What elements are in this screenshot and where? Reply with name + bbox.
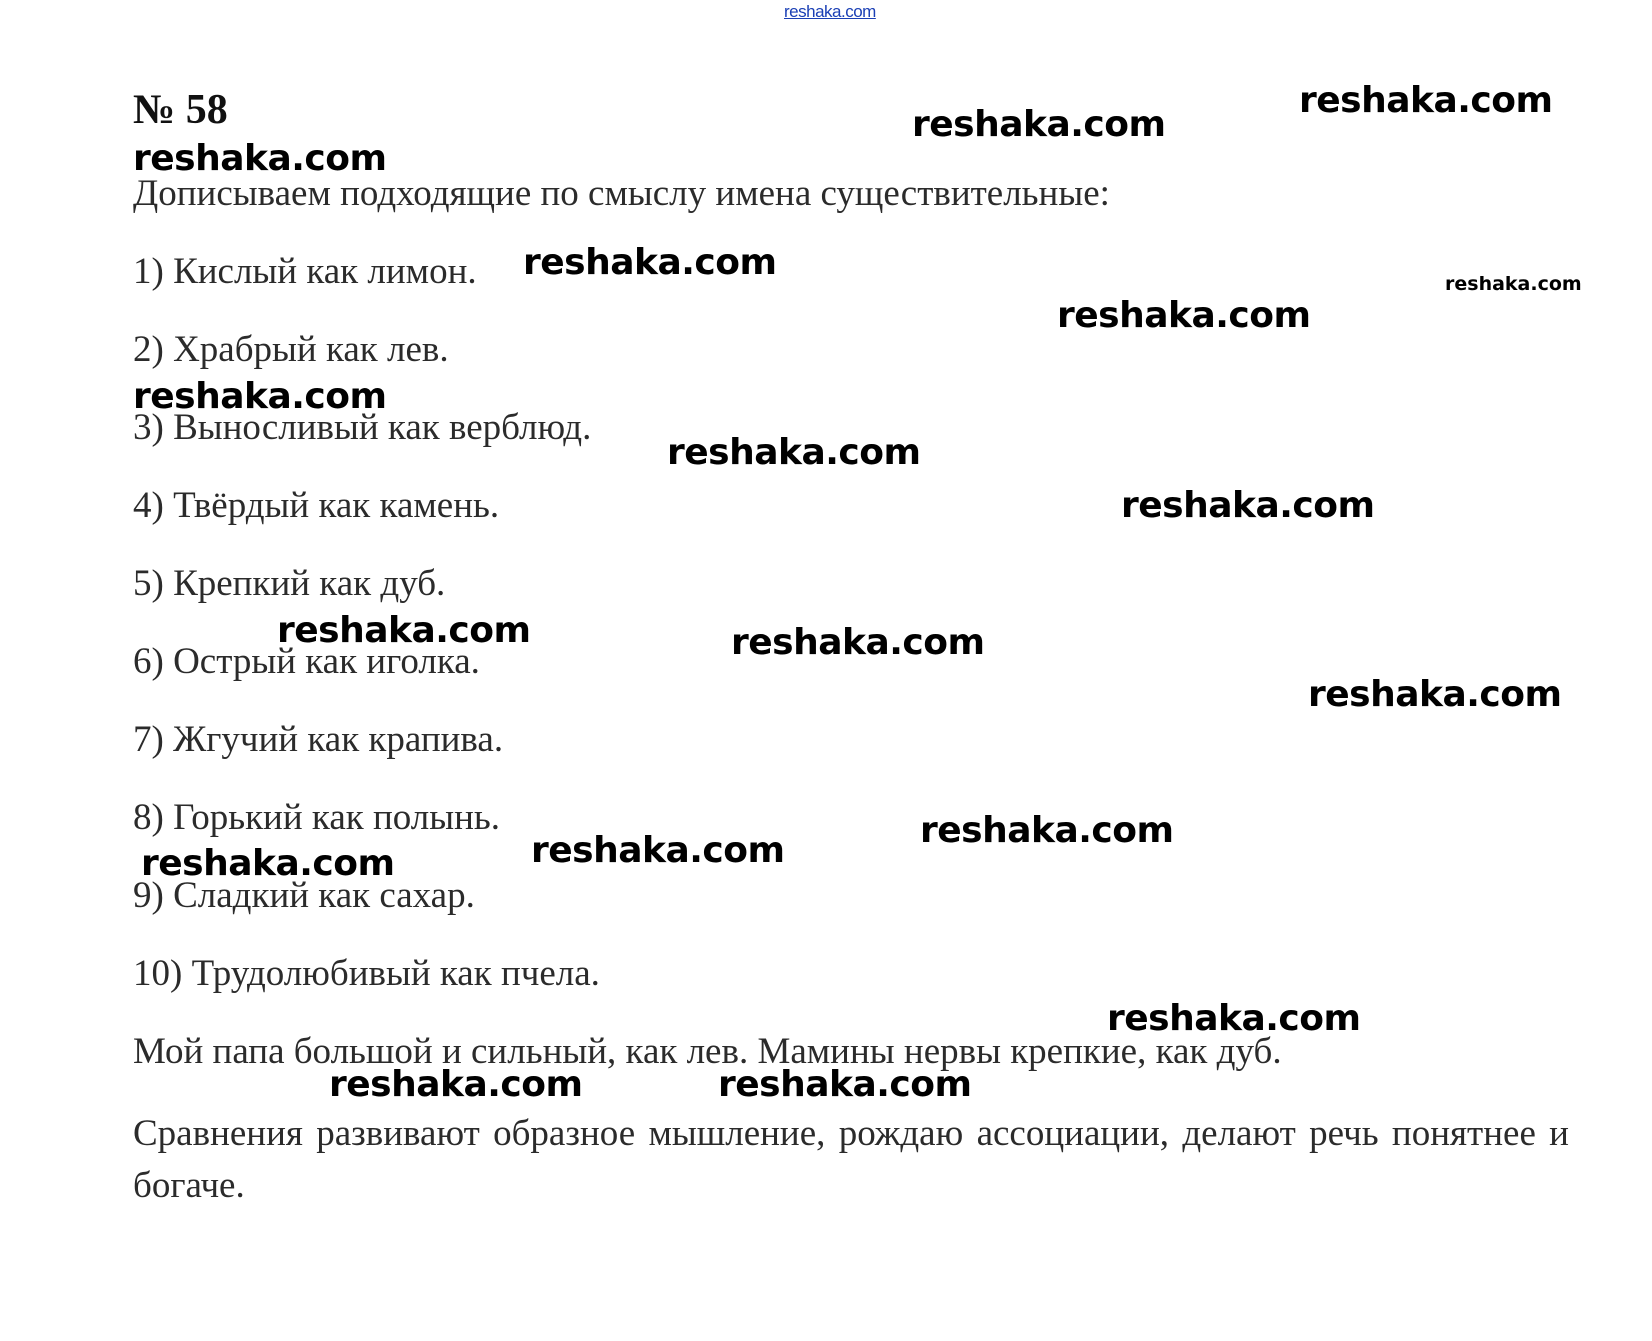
watermark: reshaka.com: [667, 432, 921, 473]
site-link[interactable]: reshaka.com: [784, 2, 876, 21]
watermark: reshaka.com: [329, 1064, 583, 1105]
answer-item-10: 10) Трудолюбивый как пчела.: [133, 953, 600, 994]
watermark: reshaka.com: [718, 1064, 972, 1105]
watermark: reshaka.com: [1121, 485, 1375, 526]
answer-item-1: 1) Кислый как лимон.: [133, 251, 477, 292]
conclusion-paragraph: Сравнения развивают образное мышление, рождаю ассоциации, делают речь понятнее и богаче.: [133, 1113, 1569, 1206]
answer-item-2: 2) Храбрый как лев.: [133, 329, 449, 370]
watermark: reshaka.com: [523, 242, 777, 283]
watermark: reshaka.com: [731, 622, 985, 663]
watermark: reshaka.com: [1308, 674, 1562, 715]
watermark: reshaka.com: [141, 843, 395, 884]
answer-item-7: 7) Жгучий как крапива.: [133, 719, 504, 760]
watermark: reshaka.com: [1107, 998, 1361, 1039]
answer-item-5: 5) Крепкий как дуб.: [133, 563, 446, 604]
task-intro: Дописываем подходящие по смыслу имена существительные:: [133, 173, 1110, 214]
example-paragraph: Мой папа большой и сильный, как лев. Мамины нервы крепкие, как дуб.: [133, 1031, 1282, 1072]
watermark: reshaka.com: [531, 830, 785, 871]
watermark: reshaka.com: [912, 104, 1166, 145]
answer-item-6: 6) Острый как иголка.: [133, 641, 480, 682]
task-number: № 58: [133, 87, 228, 133]
answer-item-8: 8) Горький как полынь.: [133, 797, 501, 838]
watermark: reshaka.com: [133, 376, 387, 417]
watermark: reshaka.com: [1057, 295, 1311, 336]
answer-item-9: 9) Сладкий как сахар.: [133, 875, 475, 916]
watermark: reshaka.com: [1299, 80, 1553, 121]
watermark: reshaka.com: [920, 810, 1174, 851]
watermark: reshaka.com: [277, 610, 531, 651]
answer-item-3: 3) Выносливый как верблюд.: [133, 407, 592, 448]
watermark: reshaka.com: [133, 138, 387, 179]
answer-item-4: 4) Твёрдый как камень.: [133, 485, 500, 526]
watermark: reshaka.com: [1445, 273, 1582, 295]
